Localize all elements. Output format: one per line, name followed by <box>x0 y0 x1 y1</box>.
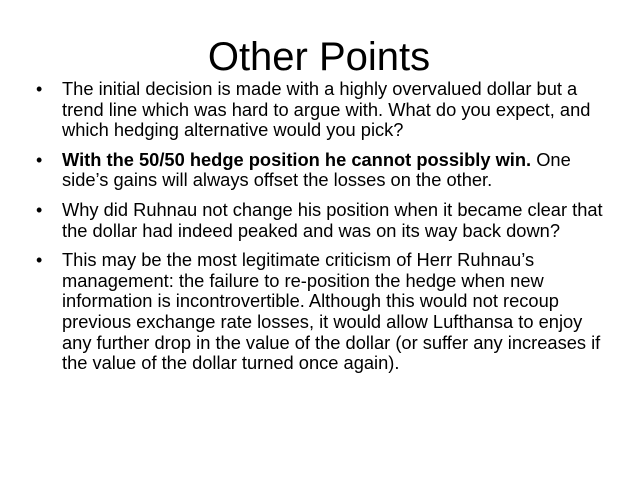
bullet-text: This may be the most legitimate criticism of Herr Ruhnau’s management: the failure to re-position the hedge when new information is incontrovertible. Although this would not recoup previous exchange rate losses, it would allow Lufthansa to enjoy any further drop in the value of the dollar (or suffer any increases if the value of the dollar turned once again). <box>62 249 601 374</box>
bullet-icon: • <box>36 199 43 220</box>
bullet-item <box>36 79 606 141</box>
bullet-icon: • <box>36 79 43 99</box>
bullet-item <box>36 200 606 241</box>
bullet-text: The initial decision is made with a highly overvalued dollar but a trend line which was hard to argue with. What do you expect, and which hedging alternative would you pick? <box>62 78 591 141</box>
bullet-item <box>36 250 606 374</box>
slide-title: Other Points <box>207 35 431 79</box>
bullet-list <box>36 79 606 383</box>
bullet-text: Why did Ruhnau not change his position when it became clear that the dollar had indeed peaked and was on its way back down? <box>62 198 603 241</box>
bullet-text: One side’s gains will always offset the losses on the other. <box>62 148 571 191</box>
bullet-bold-text: With the 50/50 hedge position he cannot possibly win. <box>62 148 532 170</box>
bullet-icon: • <box>36 250 43 271</box>
bullet-icon: • <box>36 149 43 170</box>
bullet-item <box>36 150 606 191</box>
